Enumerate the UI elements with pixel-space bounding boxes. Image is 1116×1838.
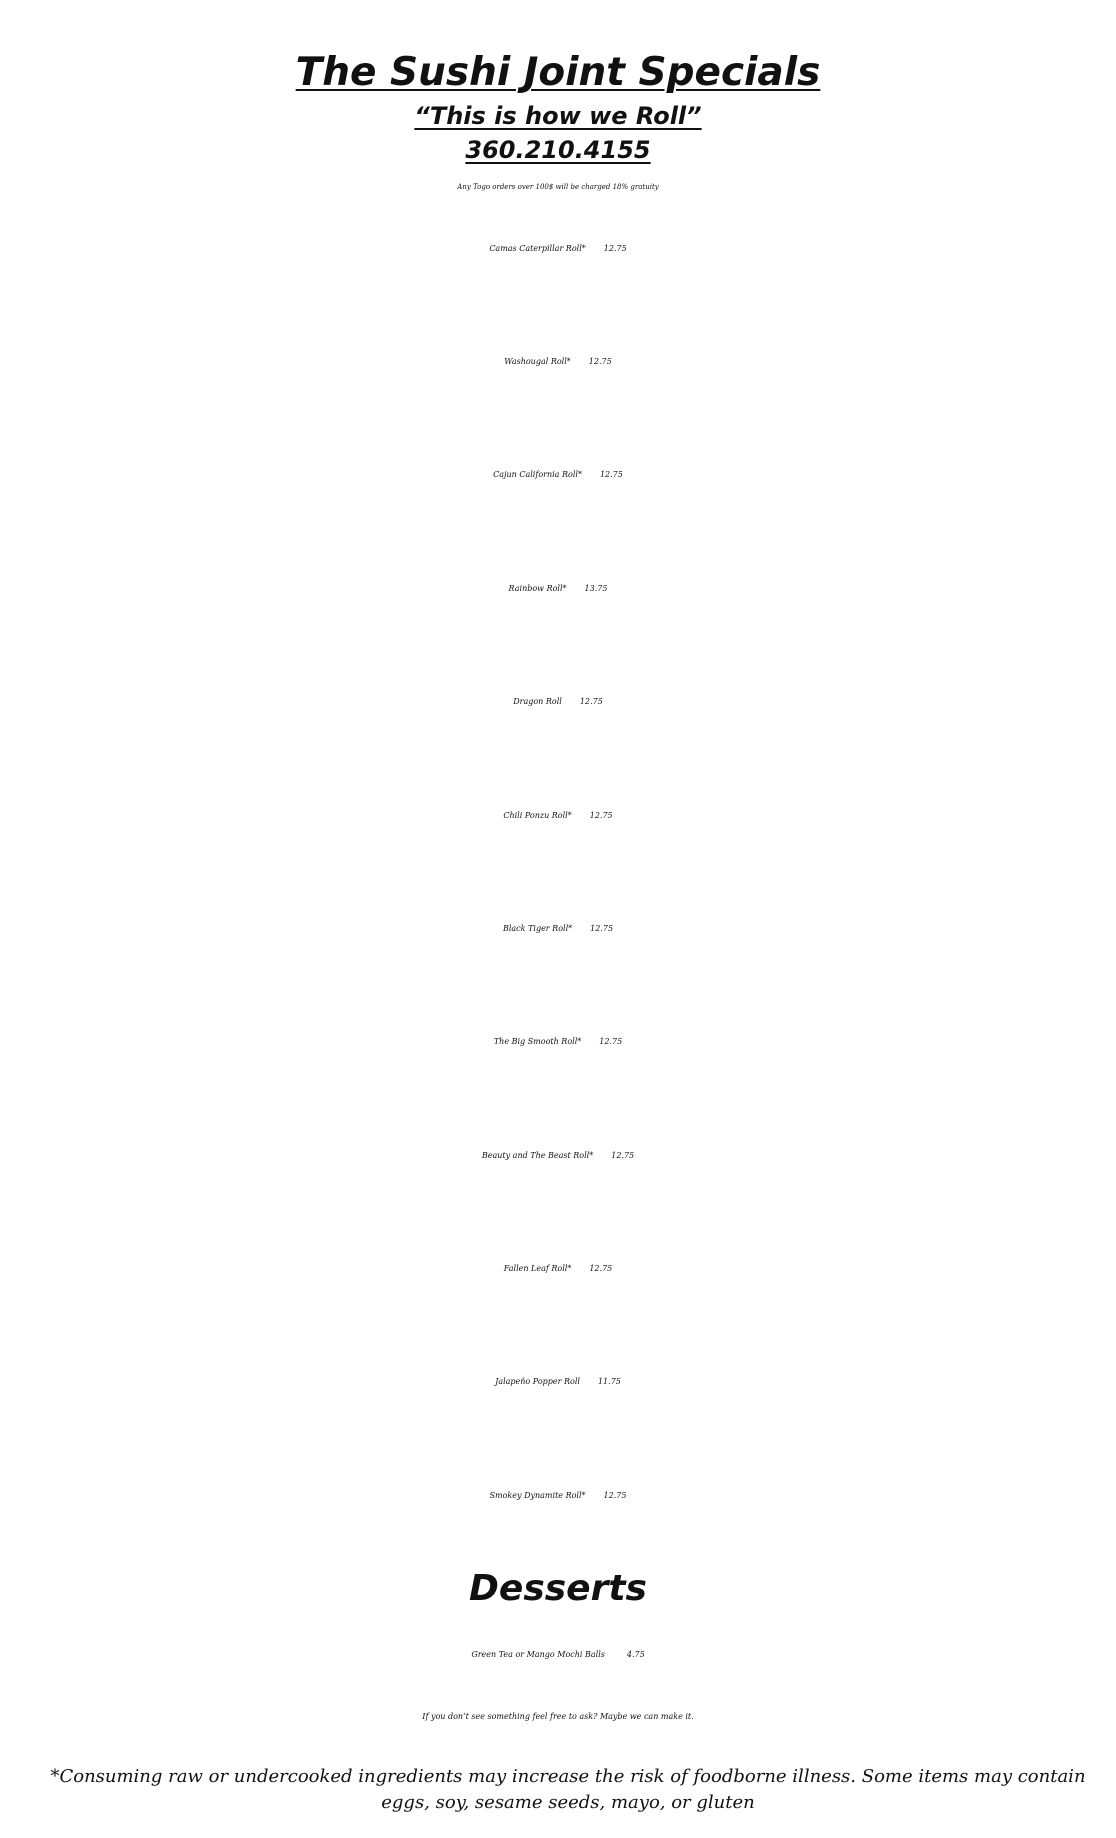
menu-item-name: Beauty and The Beast Roll* [481, 1151, 594, 1160]
menu-item [0, 1477, 1116, 1577]
menu-item-description [0, 721, 1116, 747]
menu-item-description [0, 948, 1116, 974]
menu-item-name: Dragon Roll [513, 697, 562, 706]
menu-item-title [0, 797, 1116, 835]
menu-title-text: The Sushi Joint Specials [295, 50, 821, 95]
ask-note: If you don’t see something feel free to ask? Maybe we can make it. [422, 1712, 694, 1721]
menu-item-price: 12.75 [603, 244, 627, 253]
menu-item-price: 13.75 [584, 584, 608, 593]
phone-number-text: 360.210.4155 [465, 136, 651, 164]
menu-item-price: 12.75 [589, 811, 613, 820]
menu-item-description [0, 494, 1116, 520]
dessert-item [0, 1636, 1116, 1674]
health-disclaimer: *Consuming raw or undercooked ingredients may increase the risk of foodborne illness. Some items may contain eggs, soy, sesame seeds, mayo, or gluten [50, 1766, 1086, 1813]
menu-item-title [0, 1137, 1116, 1175]
menu-item [0, 1250, 1116, 1350]
menu-item-description [0, 608, 1116, 634]
phone-number [0, 134, 1116, 166]
menu-item-title [0, 456, 1116, 494]
menu-item [0, 1137, 1116, 1237]
dessert-item-name: Green Tea or Mango Mochi Balls [471, 1650, 605, 1659]
menu-item-name: Jalapeño Popper Roll [495, 1377, 580, 1386]
menu-item-description [0, 381, 1116, 407]
menu-item [0, 1363, 1116, 1463]
menu-item [0, 797, 1116, 897]
menu-item [0, 343, 1116, 443]
menu-item-title [0, 230, 1116, 268]
menu-title [0, 48, 1116, 98]
menu-item-description [0, 1288, 1116, 1314]
menu-item-description [0, 268, 1116, 294]
menu-item-name: Black Tiger Roll* [502, 924, 573, 933]
menu-item-price: 12.75 [589, 1264, 613, 1273]
menu-item-name: Cajun California Roll* [493, 470, 582, 479]
menu-item-title [0, 570, 1116, 608]
menu-item-title [0, 683, 1116, 721]
menu-item-name: Washougal Roll* [504, 357, 571, 366]
menu-item [0, 570, 1116, 670]
menu-item-name: Camas Caterpillar Roll* [489, 244, 586, 253]
menu-item-price: 12.75 [611, 1151, 635, 1160]
menu-item-description [0, 1515, 1116, 1541]
menu-item-title [0, 1250, 1116, 1288]
gratuity-notice: Any Togo orders over 100$ will be charged 18% gratuity [457, 183, 659, 191]
menu-item-price: 11.75 [597, 1377, 621, 1386]
menu-tagline-text: “This is how we Roll” [414, 102, 702, 130]
menu-item-price: 12.75 [599, 470, 623, 479]
menu-item-name: Chili Ponzu Roll* [503, 811, 572, 820]
menu-item [0, 910, 1116, 1010]
menu-item-name: Fallen Leaf Roll* [503, 1264, 572, 1273]
menu-item-title [0, 343, 1116, 381]
menu-item-title [0, 910, 1116, 948]
menu-item-price: 12.75 [603, 1491, 627, 1500]
menu-tagline [0, 100, 1116, 132]
menu-item [0, 230, 1116, 330]
menu-item-description [0, 835, 1116, 861]
menu-item [0, 683, 1116, 783]
menu-item-price: 12.75 [579, 697, 603, 706]
menu-item-price: 12.75 [599, 1037, 623, 1046]
desserts-heading: Desserts [469, 1568, 647, 1609]
menu-item-name: Smokey Dynamite Roll* [489, 1491, 586, 1500]
menu-item-title [0, 1023, 1116, 1061]
menu-item-price: 12.75 [588, 357, 612, 366]
menu-item-description [0, 1061, 1116, 1087]
menu-item [0, 1023, 1116, 1123]
menu-item [0, 456, 1116, 556]
menu-item-description [0, 1175, 1116, 1201]
menu-item-title [0, 1477, 1116, 1515]
menu-item-description [0, 1401, 1116, 1427]
menu-item-name: The Big Smooth Roll* [493, 1037, 582, 1046]
menu-item-price: 12.75 [590, 924, 614, 933]
menu-item-title [0, 1363, 1116, 1401]
dessert-item-price: 4.75 [626, 1650, 645, 1659]
menu-item-name: Rainbow Roll* [508, 584, 567, 593]
